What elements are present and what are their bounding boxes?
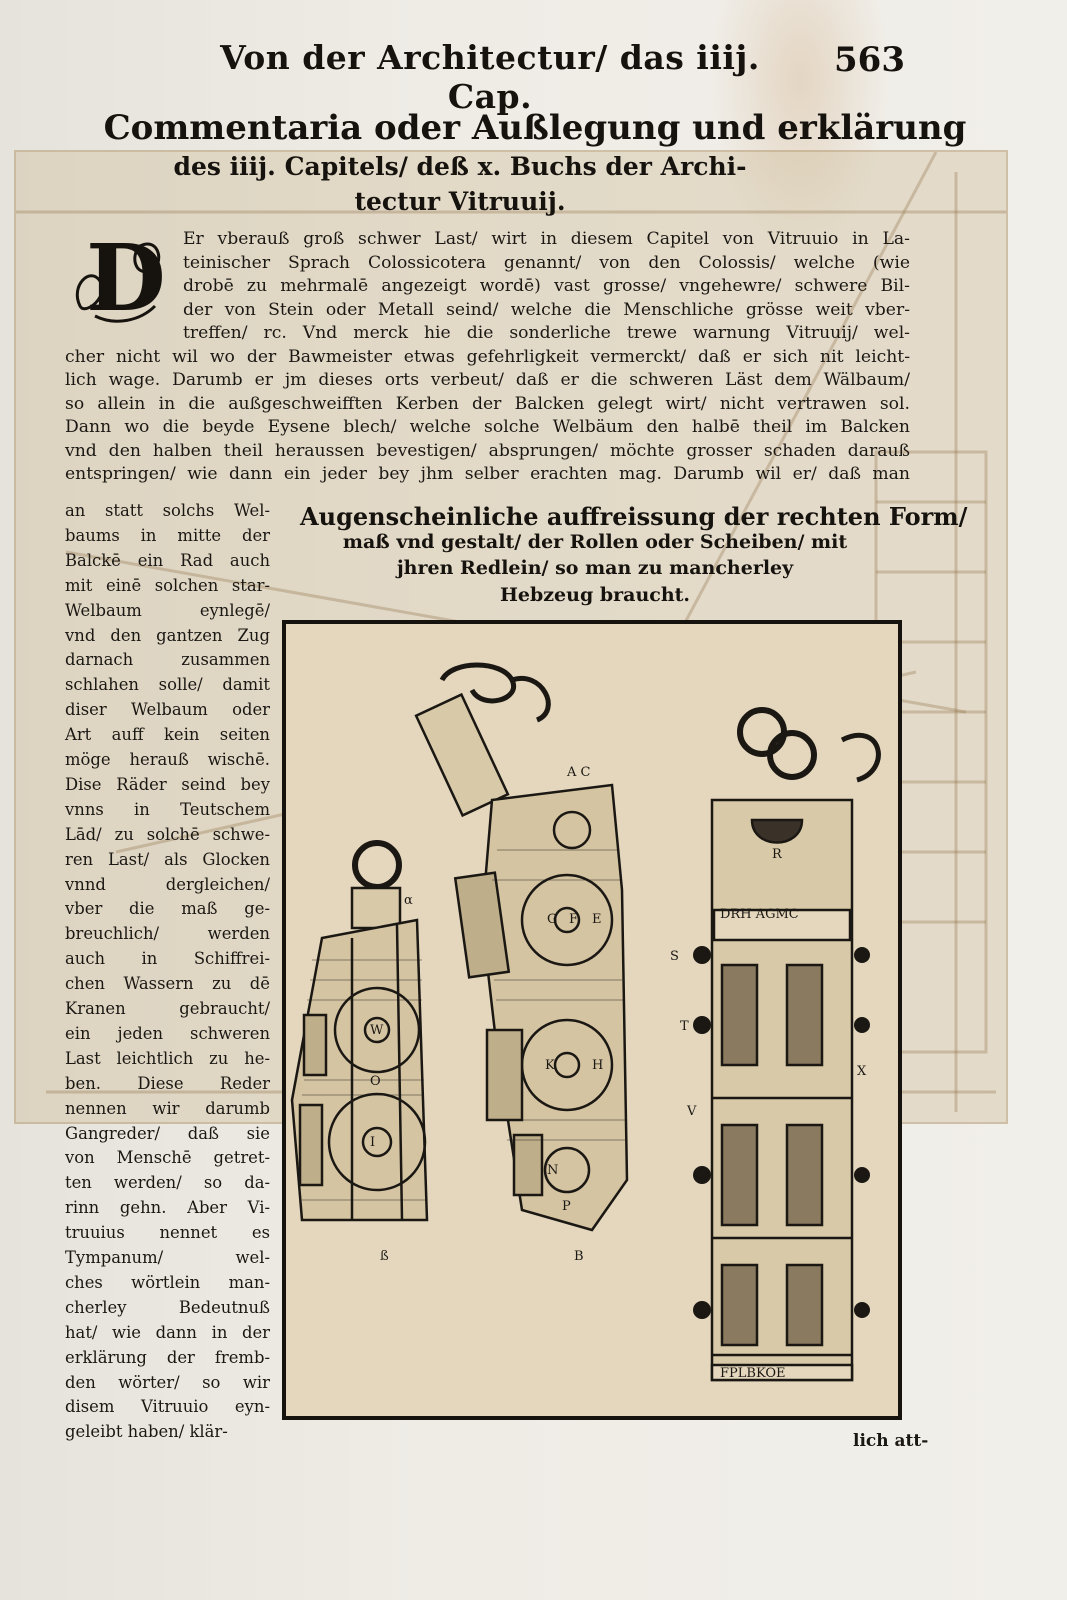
text-line: Last leichtlich zu he- <box>65 1048 270 1068</box>
text-line: Balckē ein Rad auch <box>65 550 270 570</box>
running-head: Von der Architectur/ das iiij. Cap. <box>220 38 760 116</box>
label-alpha: α <box>404 893 413 908</box>
text-line: Art auff kein seiten <box>65 725 270 745</box>
label-n: N <box>547 1163 559 1178</box>
text-line: Dise Räder seind bey <box>65 774 270 794</box>
text-line: geleibt haben/ klär- <box>65 1422 228 1442</box>
chapter-heading-line-2: des iiij. Capitels/ deß x. Buchs der Archi- <box>173 152 747 181</box>
text-line: erklärung der fremb- <box>65 1347 270 1367</box>
text-line: truuius nennet es <box>65 1223 270 1243</box>
text-line: Gangreder/ daß sie <box>65 1123 270 1143</box>
text-line: baums in mitte der <box>65 525 270 545</box>
pulley-block-woodcut <box>282 620 902 1420</box>
text-line: rinn gehn. Aber Vi- <box>65 1198 270 1218</box>
text-line: nennen wir darumb <box>65 1098 270 1118</box>
label-w: W <box>370 1023 384 1038</box>
text-line: vnnd dergleichen/ <box>65 874 270 894</box>
text-line: cherley Bedeutnuß <box>65 1297 270 1317</box>
label-f: F <box>569 912 579 927</box>
text-line: ches wörtlein man- <box>65 1272 270 1292</box>
text-line: ein jeden schweren <box>65 1023 270 1043</box>
figure-caption-line-1: Augenscheinliche auffreissung der rechten Form/ <box>300 502 968 531</box>
text-line: cher nicht wil wo der Bawmeister etwas gefehrligkeit vermerckt/ daß er sich nit leicht- <box>65 347 910 367</box>
label-b: B <box>574 1249 584 1264</box>
text-line: so allein in die außgeschweifften Kerben der Balcken gelegt wirt/ nicht vertrawen sol. <box>65 393 910 414</box>
text-line: Dann wo die beyde Eysene blech/ welche solche Welbäum den halbē theil im Balcken <box>65 417 910 438</box>
text-line: treffen/ rc. Vnd merck hie die sonderliche trewe warnung Vitruuij/ wel- <box>183 323 910 343</box>
label-g: G <box>547 912 558 927</box>
text-line: diser Welbaum oder <box>65 700 270 720</box>
text-line: der von Stein oder Metall seind/ welche die Menschliche grösse weit vber- <box>183 299 910 320</box>
label-o: O <box>370 1074 381 1089</box>
text-line: auch in Schiffrei- <box>65 949 270 969</box>
label-s: S <box>670 949 679 964</box>
text-line: Tympanum/ wel- <box>65 1248 270 1267</box>
label-t: T <box>680 1019 689 1034</box>
text-line: breuchlich/ werden <box>65 924 270 944</box>
decorated-initial <box>70 224 170 332</box>
label-h: H <box>592 1058 604 1073</box>
text-line: von Menschē getret- <box>65 1148 270 1168</box>
text-line: schlahen solle/ damit <box>65 675 270 695</box>
text-line: teinischer Sprach Colossicotera genannt/ von den Colossis/ welche (wie <box>183 252 910 273</box>
text-line: Welbaum eynlegē/ <box>65 600 270 620</box>
text-line: chen Wassern zu dē <box>65 974 270 994</box>
figure-caption-line-3: jhren Redlein/ so man zu mancherley <box>396 557 794 579</box>
text-line: vber die maß ge- <box>65 899 270 919</box>
label-x: X <box>857 1064 867 1079</box>
text-line: disem Vitruuio eyn- <box>65 1397 270 1417</box>
text-line: Er vberauß groß schwer Last/ wirt in diesem Capitel von Vitruuio in La- <box>183 229 910 249</box>
label-v: V <box>687 1104 697 1119</box>
text-line: entspringen/ wie dann ein jeder bey jhm selber erachten mag. Darumb wil er/ daß man <box>65 464 910 484</box>
text-line: vnns in Teutschem <box>65 799 270 819</box>
text-line: darnach zusammen <box>65 650 270 670</box>
label-p: P <box>562 1199 571 1214</box>
label-e: E <box>592 912 602 927</box>
label-i: I <box>370 1135 376 1150</box>
text-line: ben. Diese Reder <box>65 1073 270 1093</box>
text-line: vnd den halben theil heraussen bevestigen/ absprungen/ möchte grosser schaden darauß <box>65 440 910 461</box>
text-line: hat/ wie dann in der <box>65 1322 270 1342</box>
label-scale-letters: DRH AGMC <box>720 907 799 922</box>
label-beta: ß <box>380 1249 389 1264</box>
chapter-heading-line-1: Commentaria oder Außlegung und erklärung <box>103 108 967 148</box>
label-r: R <box>772 847 782 862</box>
initial-letter: D <box>86 224 166 332</box>
label-ac: A C <box>567 765 591 780</box>
label-k: K <box>545 1058 555 1073</box>
catchword: lich att- <box>853 1431 929 1451</box>
text-line: Lād/ zu solchē schwe- <box>65 824 270 844</box>
text-line: lich wage. Darumb er jm dieses orts verbeut/ daß er die schweren Läst dem Wälbaum/ <box>65 370 910 391</box>
text-line: drobē zu mehrmalē angezeigt wordē) vast grosse/ vngehewre/ schwere Bil- <box>183 276 910 296</box>
text-line: vnd den gantzen Zug <box>65 625 270 645</box>
text-line: ren Last/ als Glocken <box>65 849 270 869</box>
label-bottom-letters: FPLBKOE <box>720 1366 786 1381</box>
figure-caption-line-2: maß vnd gestalt/ der Rollen oder Scheiben/ mit <box>342 531 848 553</box>
text-line: ten werden/ so da- <box>65 1173 270 1193</box>
text-line: den wörter/ so wir <box>65 1372 270 1392</box>
page-number: 563 <box>834 40 905 80</box>
chapter-heading-line-3: tectur Vitruuij. <box>354 187 566 216</box>
text-line: Kranen gebraucht/ <box>65 999 270 1018</box>
text-line: möge herauß wischē. <box>65 750 270 769</box>
text-line: mit einē solchen star- <box>65 575 270 595</box>
text-line: an statt solchs Wel- <box>65 501 270 520</box>
figure-caption-line-4: Hebzeug braucht. <box>499 584 691 606</box>
